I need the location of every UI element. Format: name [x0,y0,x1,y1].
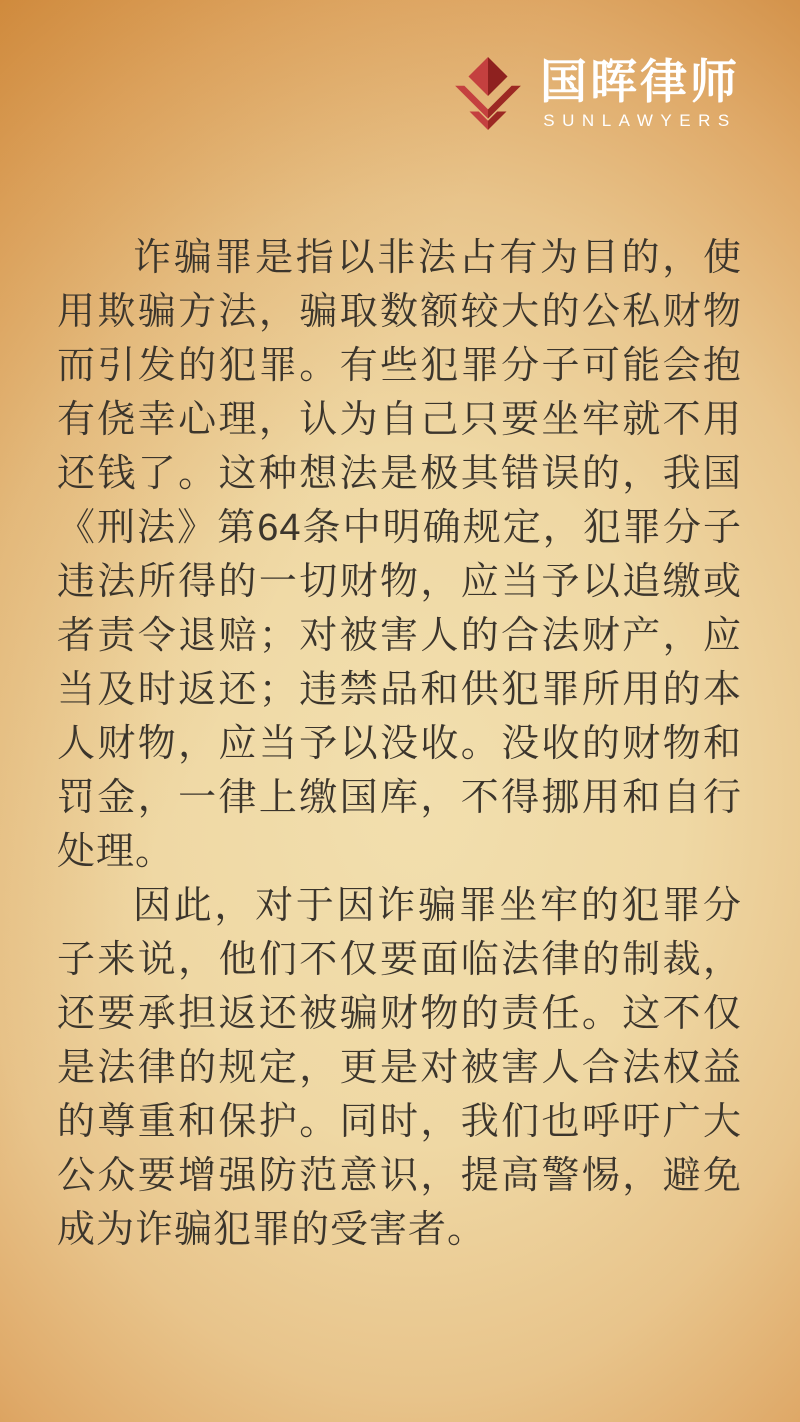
brand-name-english: SUNLAWYERS [543,111,737,131]
brand-name-block [540,54,740,131]
brand-name-chinese: 国晖律师 [540,54,740,108]
paragraph-fraud-definition: 诈骗罪是指以非法占有为目的，使用欺骗方法，骗取数额较大的公私财物而引发的犯罪。有些犯罪分子可能会抱有侥幸心理，认为自己只要坐牢就不用还钱了。这种想法是极其错误的，我国《刑法》第64条中明确规定，犯罪分子违法所得的一切财物，应当予以追缴或者责令退赔；对被害人的合法财产，应当及时返还；违禁品和供犯罪所用的本人财物，应当予以没收。没收的财物和罚金，一律上缴国库，不得挪用和自行处理。 [57,237,742,873]
paragraph-conclusion: 因此，对于因诈骗罪坐牢的犯罪分子来说，他们不仅要面临法律的制裁，还要承担返还被骗财物的责任。这不仅是法律的规定，更是对被害人合法权益的尊重和保护。同时，我们也呼吁广大公众要增强防范意识，提高警惕，避免成为诈骗犯罪的受害者。 [57,885,742,1251]
brand-logo [451,56,740,132]
article-body [57,231,742,1257]
sunlawyers-diamond-icon [451,56,525,132]
